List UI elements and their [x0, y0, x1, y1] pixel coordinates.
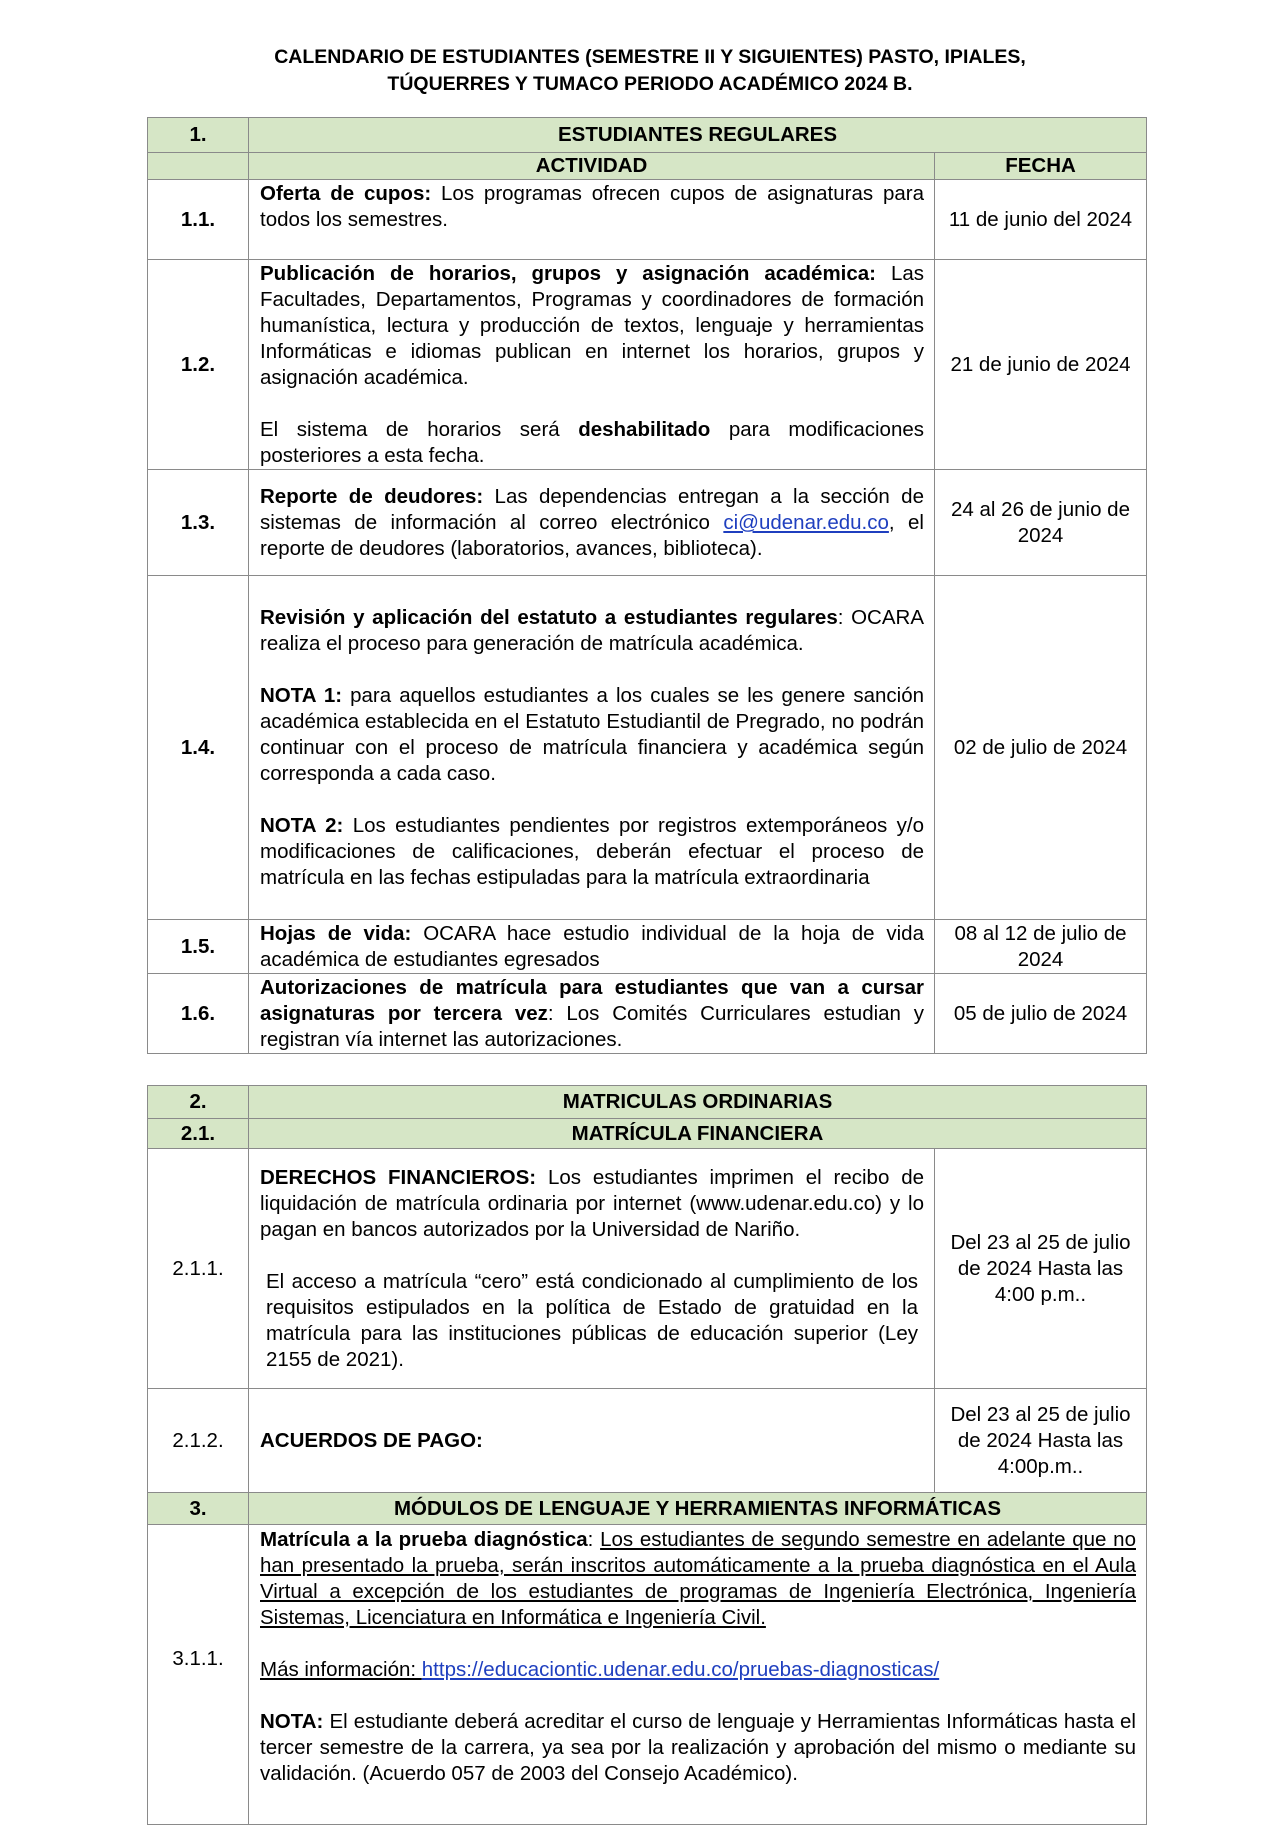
title-line-1: CALENDARIO DE ESTUDIANTES (SEMESTRE II Y SIGUIENTES) PASTO, IPIALES,	[274, 46, 1026, 68]
date-cell: Del 23 al 25 de julio de 2024 Hasta las 4:00 p.m..	[935, 1149, 1147, 1389]
subsection-number: 2.1.	[148, 1119, 249, 1149]
activity-emphasis: deshabilitado	[578, 418, 711, 441]
section-heading: MATRICULAS ORDINARIAS	[249, 1086, 1147, 1119]
date-cell: 02 de julio de 2024	[935, 576, 1147, 920]
title-line-2: TÚQUERRES Y TUMACO PERIODO ACADÉMICO 2024 B.	[387, 73, 913, 95]
activity-cell	[249, 920, 935, 974]
note-text: Los estudiantes pendientes por registros extemporáneos y/o modificaciones de calificaciones, deberán efectuar el proceso de matrícula en las fechas estipuladas para la matrícula extraordinaria	[260, 814, 924, 889]
activity-text: Los programas ofrecen cupos de asignaturas para todos los semestres.	[260, 182, 924, 231]
table-row	[148, 260, 1147, 470]
date-cell: 24 al 26 de junio de 2024	[935, 470, 1147, 576]
activity-text: El acceso a matrícula “cero” está condicionado al cumplimiento de los requisitos estipulados en la política de Estado de gratuidad en la matrícula para las instituciones públicas de educación superior (Ley 2155 de 2021).	[266, 1270, 918, 1371]
row-number: 3.1.1.	[148, 1525, 249, 1825]
activity-text: Las dependencias entregan a la sección de sistemas de información al correo electrónico	[260, 485, 924, 534]
row-number: 1.5.	[148, 920, 249, 974]
date-cell: 05 de julio de 2024	[935, 974, 1147, 1054]
row-number: 1.6.	[148, 974, 249, 1054]
note-label: NOTA:	[260, 1710, 324, 1733]
column-header-date: FECHA	[935, 153, 1147, 180]
note-text: para aquellos estudiantes a los cuales se les genere sanción académica establecida en el Estatuto Estudiantil de Pregrado, no podrán continuar con el proceso de matrícula financiera y académica según corresponda a cada caso.	[260, 684, 925, 785]
activity-text: Los estudiantes imprimen el recibo de liquidación de matrícula ordinaria por internet (www.udenar.edu.co) y lo pagan en bancos autorizados por la Universidad de Nariño.	[260, 1166, 924, 1241]
activity-cell	[249, 576, 935, 920]
date-cell: Del 23 al 25 de julio de 2024 Hasta las 4:00p.m..	[935, 1389, 1147, 1493]
row-number: 1.1.	[148, 180, 249, 260]
section-number: 3.	[148, 1493, 249, 1525]
table-estudiantes-regulares	[147, 117, 1147, 1054]
note-text: El estudiante deberá acreditar el curso de lenguaje y Herramientas Informáticas hasta el tercer semestre de la carrera, ya sea por la realización y aprobación del mismo o mediante su validación. (Acuerdo 057 de 2003 del Consejo Académico).	[260, 1710, 1136, 1785]
table-row	[148, 576, 1147, 920]
activity-title: Publicación de horarios, grupos y asignación académica:	[260, 262, 876, 285]
row-number: 1.4.	[148, 576, 249, 920]
activity-cell	[249, 1149, 935, 1389]
row-number: 1.3.	[148, 470, 249, 576]
table-row	[148, 920, 1147, 974]
row-number: 1.2.	[148, 260, 249, 470]
date-cell: 21 de junio de 2024	[935, 260, 1147, 470]
header-blank-cell	[148, 153, 249, 180]
date-cell: 11 de junio del 2024	[935, 180, 1147, 260]
page-title	[150, 44, 1150, 98]
activity-title: Reporte de deudores:	[260, 485, 484, 508]
section-heading: ESTUDIANTES REGULARES	[249, 118, 1147, 153]
activity-title: DERECHOS FINANCIEROS:	[260, 1166, 537, 1189]
activity-text: :	[587, 1528, 601, 1551]
activity-text: , el reporte de deudores (laboratorios, avances, biblioteca).	[260, 511, 924, 560]
table-row	[148, 1389, 1147, 1493]
more-info-label: Más información:	[260, 1658, 422, 1681]
activity-cell	[249, 1389, 935, 1493]
section-number: 1.	[148, 118, 249, 153]
activity-text: El sistema de horarios será	[260, 418, 579, 441]
row-number: 2.1.2.	[148, 1389, 249, 1493]
activity-cell	[249, 1525, 1147, 1825]
table-row	[148, 470, 1147, 576]
row-number: 2.1.1.	[148, 1149, 249, 1389]
activity-cell	[249, 260, 935, 470]
email-link[interactable]: ci@udenar.edu.co	[723, 511, 889, 534]
table-row	[148, 180, 1147, 260]
activity-title: ACUERDOS DE PAGO:	[260, 1429, 483, 1452]
note-label: NOTA 2:	[260, 814, 344, 837]
table-matriculas-ordinarias	[147, 1085, 1147, 1825]
activity-text: : Los Comités Curriculares estudian y registran vía internet las autorizaciones.	[260, 1002, 924, 1051]
section-number: 2.	[148, 1086, 249, 1119]
activity-text: OCARA hace estudio individual de la hoja de vida académica de estudiantes egresados	[260, 922, 924, 971]
more-info-link[interactable]: https://educaciontic.udenar.edu.co/pruebas-diagnosticas/	[421, 1658, 940, 1681]
activity-text: Las Facultades, Departamentos, Programas y coordinadores de formación humanística, lectura y producción de textos, lenguaje y herramientas Informáticas e idiomas publican en internet los horarios, grupos y asignación académica.	[260, 262, 924, 389]
activity-text: para modificaciones posteriores a esta fecha.	[260, 418, 925, 467]
activity-title: Oferta de cupos:	[260, 182, 432, 205]
activity-title: Autorizaciones de matrícula para estudiantes que van a cursar asignaturas por tercera vez	[260, 976, 924, 1025]
activity-title: Matrícula a la prueba diagnóstica	[260, 1528, 588, 1551]
date-cell: 08 al 12 de julio de 2024	[935, 920, 1147, 974]
table-row	[148, 974, 1147, 1054]
table-row	[148, 1149, 1147, 1389]
activity-underlined-text: Los estudiantes de segundo semestre en adelante que no han presentado la prueba, serán inscritos automáticamente a la prueba diagnóstica en el Aula Virtual a excepción de los estudiantes de programas de Ingeniería Electrónica, Ingeniería Sistemas, Licenciatura en Informática e Ingeniería Civil.	[260, 1528, 1136, 1629]
activity-cell	[249, 974, 935, 1054]
note-label: NOTA 1:	[260, 684, 343, 707]
subsection-heading: MATRÍCULA FINANCIERA	[249, 1119, 1147, 1149]
activity-text: : OCARA realiza el proceso para generación de matrícula académica.	[260, 606, 924, 655]
activity-cell	[249, 470, 935, 576]
activity-title: Hojas de vida:	[260, 922, 412, 945]
activity-cell	[249, 180, 935, 260]
table-row	[148, 1525, 1147, 1825]
column-header-activity: ACTIVIDAD	[249, 153, 935, 180]
activity-title: Revisión y aplicación del estatuto a estudiantes regulares	[260, 606, 838, 629]
section-heading: MÓDULOS DE LENGUAJE Y HERRAMIENTAS INFORMÁTICAS	[249, 1493, 1147, 1525]
